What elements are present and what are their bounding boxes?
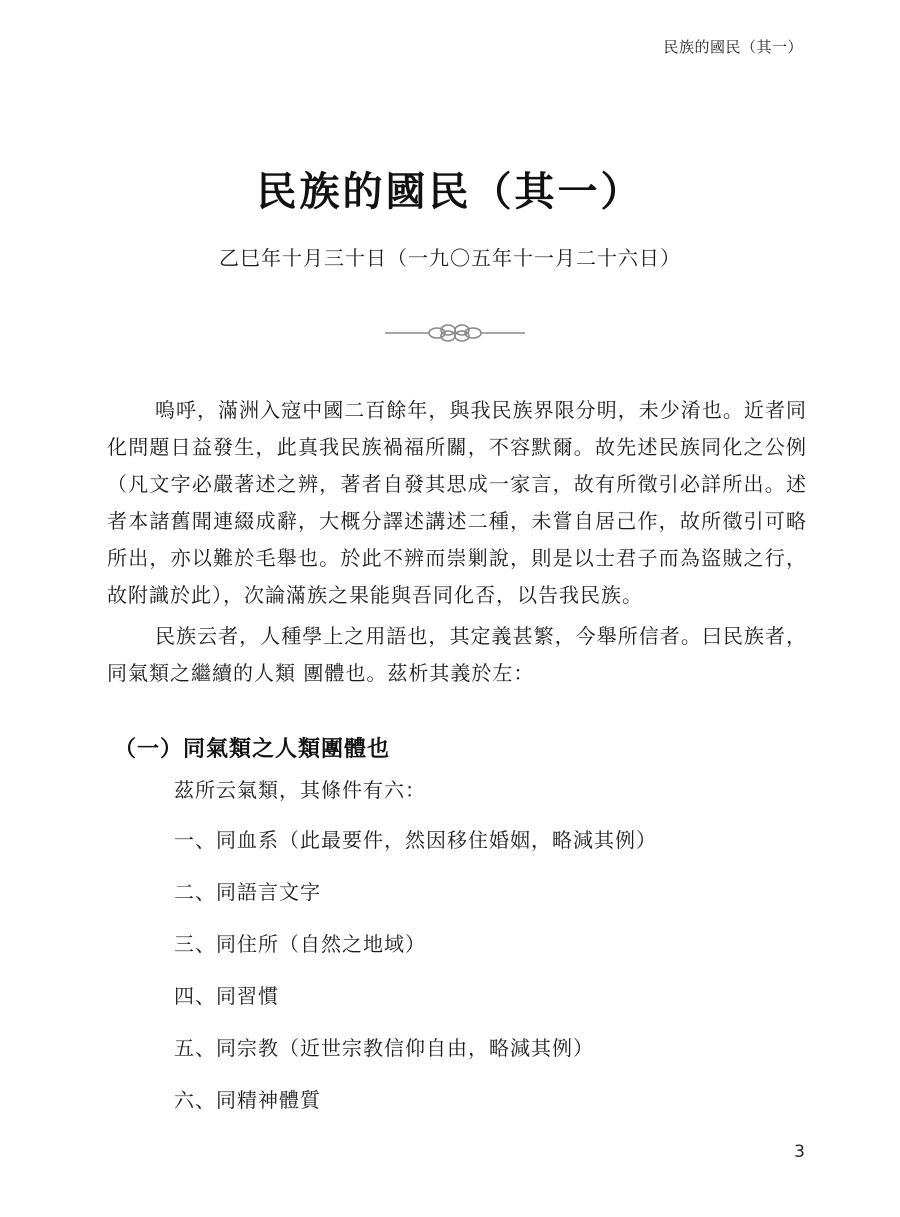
paragraph-1-text: 嗚呼，滿洲入寇中國二百餘年，與我民族界限分明，未少淆也。近者同化問題日益發生，此真我民族禍福所關，不容默爾。故先述民族同化之公例（凡文字必嚴著述之辨，著者自發其思成一家言，故有所徵引必詳所出。述者本諸舊聞連綴成辭，大概分譯述講述二種，未嘗自居己作，故所徵引可略所出，亦以難於毛舉也。於此不辨而崇剿說，則是以士君子而為盜賊之行，故附識於此），次論滿族之果能與吾同化否，以告我民族。 (107, 398, 807, 607)
condition-item-5: 五、同宗教（近世宗教信仰自由，略減其例） (174, 1036, 594, 1060)
page-title: 民族的國民（其一） (256, 169, 644, 215)
condition-item-3: 三、同住所（自然之地域） (174, 932, 426, 956)
section-heading: （一）同氣類之人類團體也 (114, 737, 391, 762)
condition-item-2: 二、同語言文字 (174, 880, 321, 904)
condition-item-1: 一、同血系（此最要件，然因移住婚姻，略減其例） (174, 828, 657, 852)
conditions-intro: 茲所云氣類，其條件有六： (174, 778, 426, 802)
paragraph-2-text: 民族云者，人種學上之用語也，其定義甚繁，今舉所信者。曰民族者，同氣類之繼續的人類 團體也。茲析其義於左： (107, 624, 807, 685)
page-number: 3 (794, 1142, 805, 1162)
paragraph-2 (107, 618, 807, 692)
condition-item-4: 四、同習慣 (174, 984, 279, 1008)
condition-item-6: 六、同精神體質 (174, 1088, 321, 1112)
date-line: 乙巳年十月三十日（一九〇五年十一月二十六日） (219, 246, 681, 270)
paragraph-1 (107, 392, 807, 614)
knot-ornament-icon (385, 318, 525, 348)
running-header: 民族的國民（其一） (663, 38, 803, 56)
